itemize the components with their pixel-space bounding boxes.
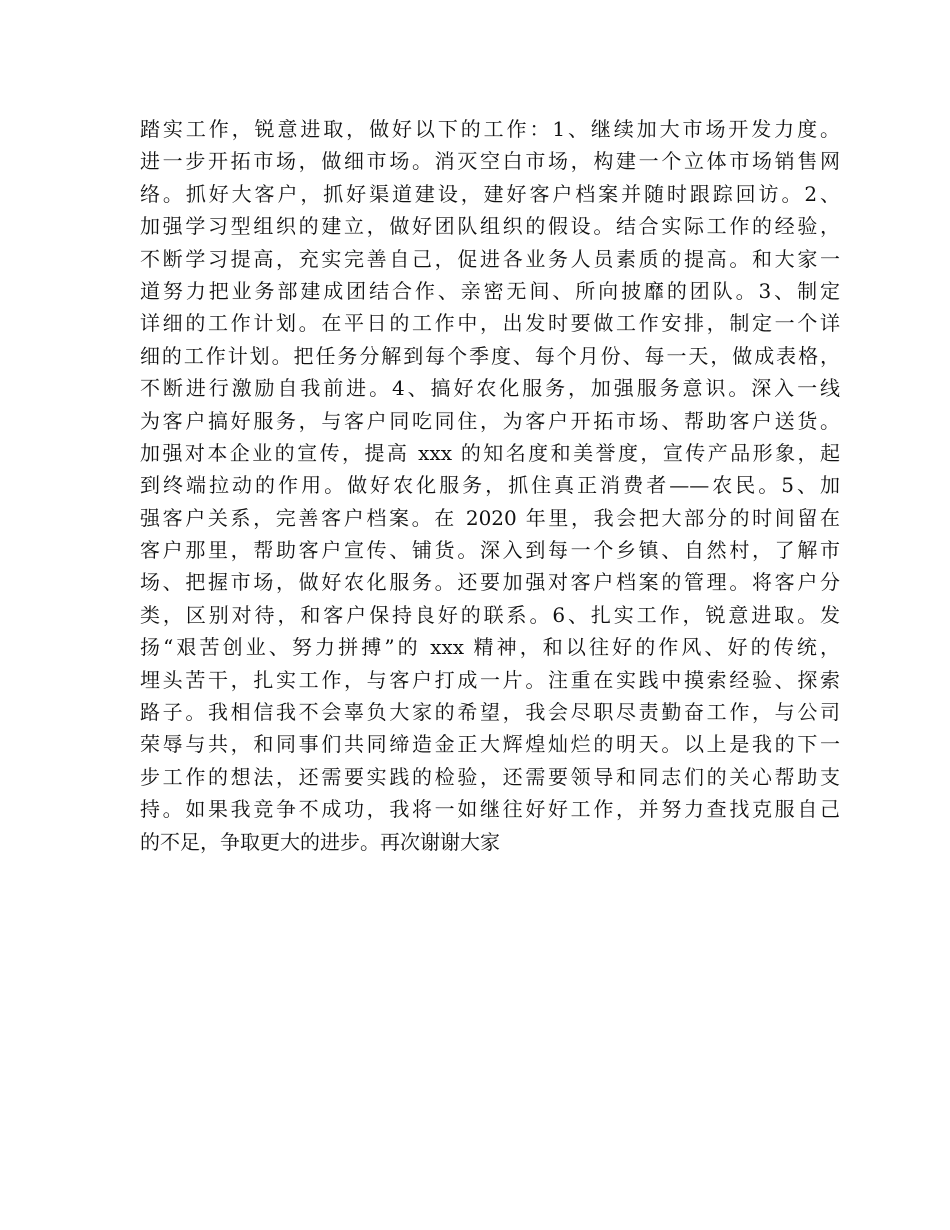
text-line: 络。抓好大客户，抓好渠道建设，建好客户档案并随时跟踪回访。2、 (140, 181, 840, 206)
body-text (140, 113, 840, 858)
text-line: 场、把握市场，做好农化服务。还要加强对客户档案的管理。将客户分 (140, 570, 840, 595)
text-line: 强客户关系，完善客户档案。在 2020 年里，我会把大部分的时间留在 (140, 505, 840, 530)
text-line: 道努力把业务部建成团结合作、亲密无间、所向披靡的团队。3、制定 (140, 278, 840, 303)
text-line: 步工作的想法，还需要实践的检验，还需要领导和同志们的关心帮助支 (140, 764, 840, 789)
text-line: 扬“艰苦创业、努力拼搏”的 xxx 精神，和以往好的作风、好的传统， (140, 635, 840, 660)
text-line: 详细的工作计划。在平日的工作中，出发时要做工作安排，制定一个详 (140, 311, 840, 336)
text-line: 路子。我相信我不会辜负大家的希望，我会尽职尽责勤奋工作，与公司 (140, 700, 840, 725)
text-line-last: 的不足，争取更大的进步。再次谢谢大家 (140, 829, 500, 854)
text-line: 为客户搞好服务，与客户同吃同住，为客户开拓市场、帮助客户送货。 (140, 408, 840, 433)
text-line: 持。如果我竞争不成功，我将一如继往好好工作，并努力查找克服自己 (140, 797, 840, 822)
text-line: 不断进行激励自我前进。4、搞好农化服务，加强服务意识。深入一线 (140, 376, 840, 401)
text-line: 到终端拉动的作用。做好农化服务，抓住真正消费者——农民。5、加 (140, 473, 840, 498)
text-line: 类，区别对待，和客户保持良好的联系。6、扎实工作，锐意进取。发 (140, 602, 840, 627)
text-line: 客户那里，帮助客户宣传、铺货。深入到每一个乡镇、自然村，了解市 (140, 538, 840, 563)
text-line: 加强对本企业的宣传，提高 xxx 的知名度和美誉度，宣传产品形象，起 (140, 440, 840, 465)
text-line: 荣辱与共，和同事们共同缔造金正大辉煌灿烂的明天。以上是我的下一 (140, 732, 840, 757)
text-line: 进一步开拓市场，做细市场。消灭空白市场，构建一个立体市场销售网 (140, 149, 840, 174)
text-line: 不断学习提高，充实完善自己，促进各业务人员素质的提高。和大家一 (140, 246, 840, 271)
text-line: 踏实工作，锐意进取，做好以下的工作：1、继续加大市场开发力度。 (140, 117, 840, 141)
text-line: 加强学习型组织的建立，做好团队组织的假设。结合实际工作的经验， (140, 214, 840, 239)
text-line: 细的工作计划。把任务分解到每个季度、每个月份、每一天，做成表格， (140, 343, 840, 368)
text-line: 埋头苦干，扎实工作，与客户打成一片。注重在实践中摸索经验、探索 (140, 667, 840, 692)
